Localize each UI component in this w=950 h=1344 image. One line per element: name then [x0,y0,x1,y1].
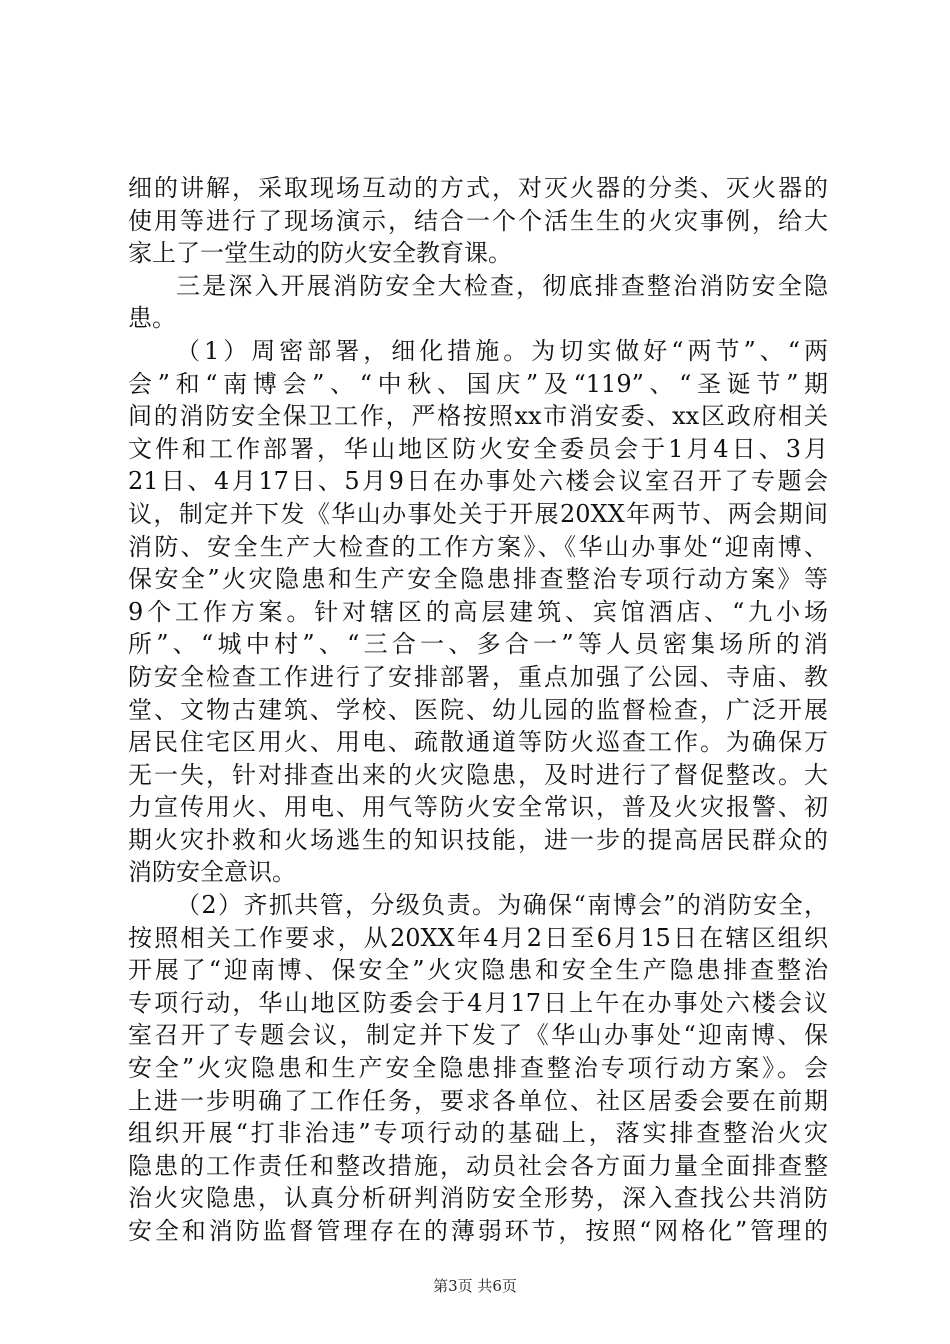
text-line: 安全和消防监督管理存在的薄弱环节，按照“网格化”管理的 [128,1217,828,1245]
text-line: 上进一步明确了工作任务，要求各单位、社区居委会要在前期 [128,1086,828,1115]
text-line: 消防、安全生产大检查的工作方案》、《华山办事处“迎南博、 [128,532,828,561]
text-line: 隐患的工作责任和整改措施，动员社会各方面力量全面排查整 [128,1151,828,1180]
text-line: 消防安全意识。 [128,858,296,887]
text-line: 文件和工作部署，华山地区防火安全委员会于1月4日、3月 [128,434,828,463]
text-line: 所”、“城中村”、“三合一、多合一”等人员密集场所的消 [128,630,828,659]
text-line: 三是深入开展消防安全大检查，彻底排查整治消防安全隐 [176,271,828,300]
text-line: 9个工作方案。针对辖区的高层建筑、宾馆酒店、“九小场 [128,597,828,626]
text-line: 无一失，针对排查出来的火灾隐患，及时进行了督促整改。大 [128,760,828,789]
text-line: （1）周密部署，细化措施。为切实做好“两节”、“两 [176,336,828,365]
text-line: 期火灾扑救和火场逃生的知识技能，进一步的提高居民群众的 [128,825,828,854]
text-line: 使用等进行了现场演示，结合一个个活生生的火灾事例，给大 [128,206,828,235]
page-number-footer: 第3页 共6页 [433,1277,517,1295]
text-line: 力宣传用火、用电、用气等防火安全常识，普及火灾报警、初 [128,793,828,822]
text-line: 开展了“迎南博、保安全”火灾隐患和安全生产隐患排查整治 [128,956,828,985]
text-line: 患。 [128,304,176,333]
text-line: 组织开展“打非治违”专项行动的基础上，落实排查整治火灾 [128,1119,828,1148]
text-line: 细的讲解，采取现场互动的方式，对灭火器的分类、灭火器的 [128,174,828,202]
text-line: 堂、文物古建筑、学校、医院、幼儿园的监督检查，广泛开展 [128,695,828,724]
text-line: 间的消防安全保卫工作，严格按照xx市消安委、xx区政府相关 [128,402,828,431]
text-line: 安全”火灾隐患和生产安全隐患排查整治专项行动方案》。会 [128,1054,828,1083]
text-line: 防安全检查工作进行了安排部署，重点加强了公园、寺庙、教 [128,662,828,691]
body-text [128,172,828,1248]
text-line: 家上了一堂生动的防火安全教育课。 [128,239,512,268]
text-line: 21日、4月17日、5月9日在办事处六楼会议室召开了专题会 [128,467,828,496]
text-line: 治火灾隐患，认真分析研判消防安全形势，深入查找公共消防 [128,1184,828,1213]
text-line: 居民住宅区用火、用电、疏散通道等防火巡查工作。为确保万 [128,728,828,757]
text-line: 室召开了专题会议，制定并下发了《华山办事处“迎南博、保 [128,1021,828,1050]
text-line: 按照相关工作要求，从20XX年4月2日至6月15日在辖区组织 [128,923,828,952]
text-line: 会”和“南博会”、“中秋、国庆”及“119”、“圣诞节”期 [128,369,828,398]
text-line: 保安全”火灾隐患和生产安全隐患排查整治专项行动方案》等 [128,565,828,594]
text-line: 专项行动，华山地区防委会于4月17日上午在办事处六楼会议 [128,988,828,1017]
text-line: 议，制定并下发《华山办事处关于开展20XX年两节、两会期间 [128,499,828,528]
text-line: （2）齐抓共管，分级负责。为确保“南博会”的消防安全， [176,891,828,920]
